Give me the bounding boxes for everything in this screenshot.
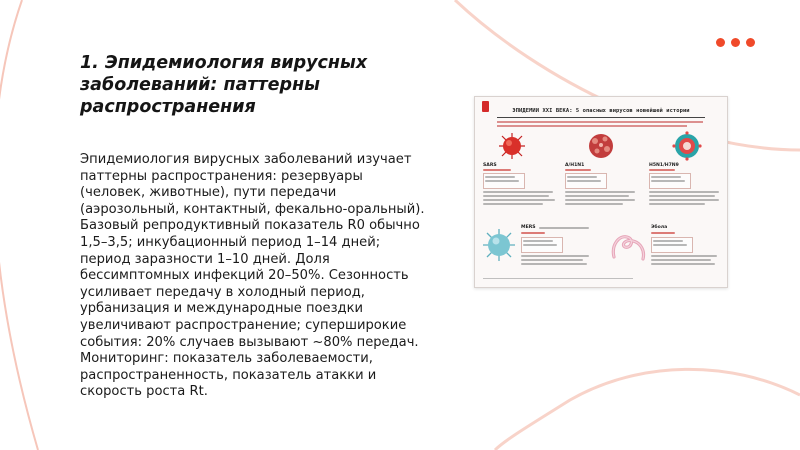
slide-title: 1. Эпидемиология вирусных заболеваний: паттерны распространения bbox=[80, 53, 368, 117]
slide-body-text: Эпидемиология вирусных заболеваний изучает паттерны распространения: резервуары (человек, животные), пути передачи (аэрозольный, контактный, фекально-оральный). Базовый репродуктивный показатель R0 обычно 1,5–3,5; инкубационный период 1–14 дней; период заразности 1–10 дней. Доля бессимптомных инфекций 20–50%. Сезонность усиливает передачу в холодный период, урбанизация и международные поездки увеличивают распространение; суперширокие события: 20% случаев вызывают ~80% передач. Мониторинг: показатель заболеваемости, распространенность, показатель атакки и скорость роста Rt. bbox=[80, 152, 425, 400]
text-line bbox=[483, 199, 555, 201]
text-line bbox=[523, 244, 557, 246]
h5n1-virus-icon bbox=[671, 130, 703, 162]
text-line bbox=[521, 263, 587, 265]
mers-virus-icon bbox=[481, 227, 517, 263]
text-line bbox=[483, 191, 553, 193]
infographic-cell-title: Эбола bbox=[651, 225, 668, 230]
infographic-cell-title: SARS bbox=[483, 163, 497, 168]
text-line bbox=[521, 232, 545, 234]
text-line bbox=[521, 255, 589, 257]
infographic-image bbox=[474, 96, 728, 288]
dot bbox=[731, 38, 740, 47]
text-line bbox=[567, 180, 601, 182]
text-line bbox=[565, 169, 591, 171]
text-line bbox=[567, 176, 597, 178]
dot bbox=[746, 38, 755, 47]
text-line bbox=[651, 176, 681, 178]
sars-virus-icon bbox=[497, 131, 527, 161]
text-line bbox=[649, 203, 705, 205]
text-line bbox=[483, 169, 511, 171]
text-line bbox=[651, 180, 685, 182]
text-line bbox=[565, 195, 629, 197]
text-line bbox=[649, 199, 719, 201]
infographic-subtitle-line bbox=[497, 121, 703, 123]
right-arc-bottom bbox=[495, 369, 800, 450]
text-line bbox=[651, 255, 717, 257]
text-line bbox=[649, 169, 675, 171]
infographic-cell-title: A/H1N1 bbox=[565, 163, 585, 168]
infographic-footnote bbox=[483, 278, 633, 279]
infographic-cell-title: MERS bbox=[521, 225, 536, 230]
text-line bbox=[483, 195, 549, 197]
text-line bbox=[521, 259, 583, 261]
text-line bbox=[483, 203, 543, 205]
text-line bbox=[653, 244, 687, 246]
infographic-cell-title: H5N1/H7N9 bbox=[649, 163, 679, 168]
text-line bbox=[523, 240, 553, 242]
text-line bbox=[649, 191, 719, 193]
text-line bbox=[651, 259, 711, 261]
infographic-title-rule bbox=[497, 117, 705, 118]
ebola-virus-icon bbox=[609, 227, 649, 263]
text-line bbox=[651, 232, 675, 234]
text-line bbox=[565, 203, 623, 205]
h1n1-virus-icon bbox=[585, 130, 617, 162]
text-line bbox=[539, 227, 589, 229]
left-arc bbox=[0, 0, 38, 450]
text-line bbox=[649, 195, 715, 197]
dot bbox=[716, 38, 725, 47]
infographic-subtitle-line bbox=[497, 125, 687, 127]
infographic-title: ЭПИДЕМИИ XXI ВЕКА: 5 опасных вирусов новейшей истории bbox=[512, 108, 690, 114]
text-line bbox=[651, 263, 715, 265]
text-line bbox=[485, 180, 519, 182]
text-line bbox=[565, 199, 635, 201]
text-line bbox=[565, 191, 635, 193]
menu-dots-icon bbox=[716, 38, 755, 47]
text-line bbox=[485, 176, 515, 178]
text-line bbox=[653, 240, 683, 242]
